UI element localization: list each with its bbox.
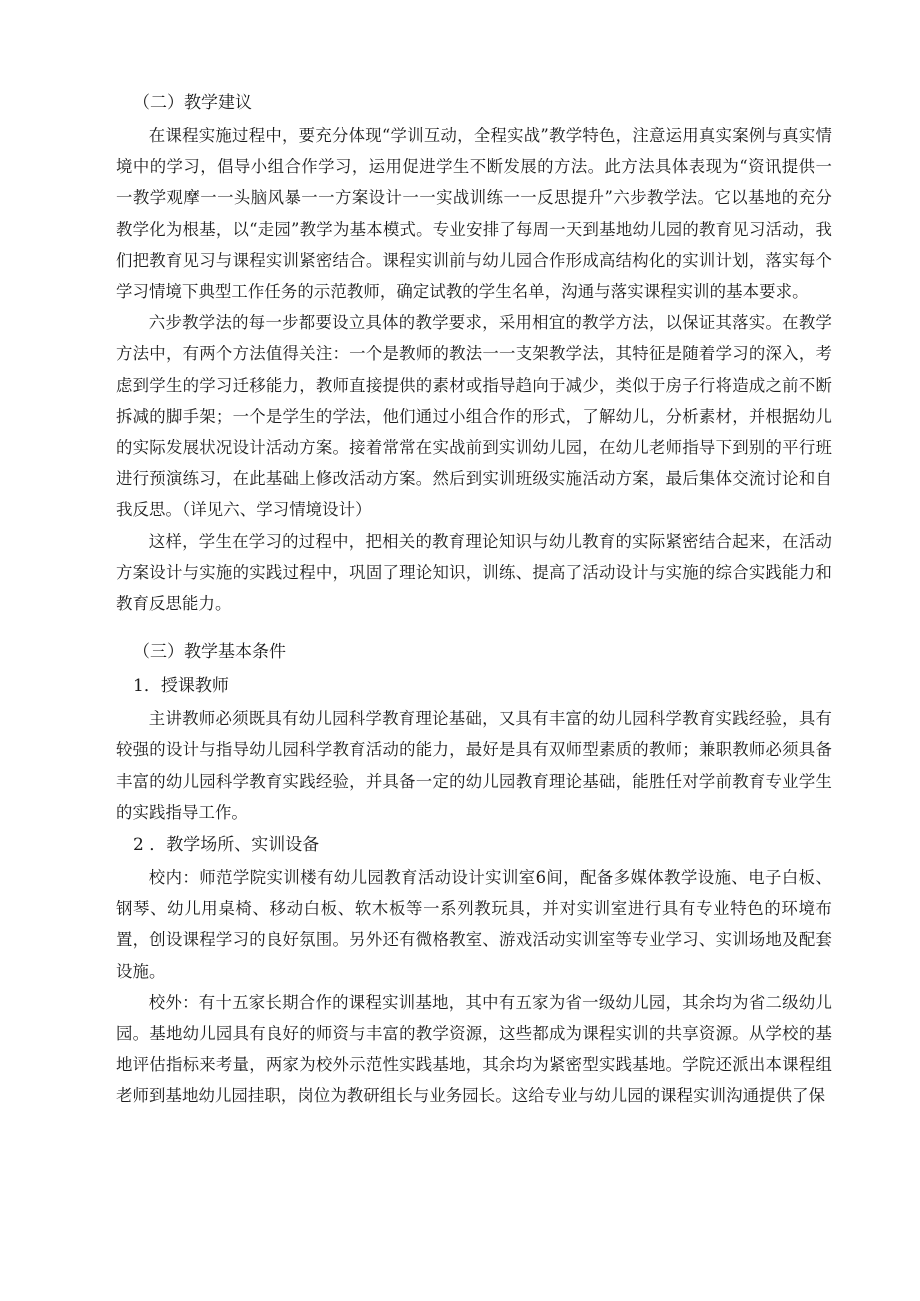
section-gap [116,619,832,633]
section-heading-teaching-advice: （二）教学建议 [133,93,252,113]
paragraph-venues-offcampus: 校外：有十五家长期合作的课程实训基地，其中有五家为省一级幼儿园，其余均为省二级幼儿园。基地幼儿园具有良好的师资与丰富的教学资源，这些都成为课程实训的共享资源。从学校的基地评估指标来考量，两家为校外示范性实践基地，其余均为紧密型实践基地。学院还派出本课程组老师到基地幼儿园挂职，岗位为教研组长与业务园长。这给专业与幼儿园的课程实训沟通提供了保 [116,992,832,1106]
paragraph-teaching-advice-1: 在课程实施过程中，要充分体现“学训互动，全程实战”教学特色，注意运用真实案例与真实情境中的学习，倡导小组合作学习，运用促进学生不断发展的方法。此方法具体表现为“资讯提供一一教学观摩一一头脑风暴一一方案设计一一实战训练一一反思提升”六步教学法。它以基地的充分教学化为根基，以“走园”教学为基本模式。专业安排了每周一天到基地幼儿园的教育见习活动，我们把教育见习与课程实训紧密结合。课程实训前与幼儿园合作形成高结构化的实训计划，落实每个学习情境下典型工作任务的示范教师，确定试教的学生名单，沟通与落实课程实训的基本要求。 [116,126,832,302]
subheading-venues: 2 ．教学场所、实训设备 [133,835,320,856]
paragraph-teachers: 主讲教师必须既具有幼儿园科学教育理论基础，又具有丰富的幼儿园科学教育实践经验，具有较强的设计与指导幼儿园科学教育活动的能力，最好是具有双师型素质的教师；兼职教师必须具备丰富的幼儿园科学教育实践经验，并具备一定的幼儿园教育理论基础，能胜任对学前教育专业学生的实践指导工作。 [116,709,832,822]
document-page [116,86,832,1112]
paragraph-teaching-advice-2: 六步教学法的每一步都要设立具体的教学要求，采用相宜的教学方法，以保证其落实。在教学方法中，有两个方法值得关注：一个是教师的教法一一支架教学法，其特征是随着学习的深入，考虑到学生的学习迁移能力，教师直接提供的素材或指导趋向于减少，类似于房子行将造成之前不断拆减的脚手架；一个是学生的学法，他们通过小组合作的形式，了解幼儿，分析素材，并根据幼儿的实际发展状况设计活动方案。接着常常在实战前到实训幼儿园，在幼儿老师指导下到别的平行班进行预演练习，在此基础上修改活动方案。然后到实训班级实施活动方案，最后集体交流讨论和自我反思。（详见六、学习情境设计） [116,313,832,520]
section-heading-basic-conditions: （三）教学基本条件 [133,642,286,663]
subheading-teachers: 1．授课教师 [133,676,229,697]
paragraph-venues-campus: 校内：师范学院实训楼有幼儿园教育活动设计实训室6间，配备多媒体教学设施、电子白板、钢琴、幼儿用桌椅、移动白板、软木板等一系列教玩具，并对实训室进行具有专业特色的环境布置，创设课程学习的良好氛围。另外还有微格教室、游戏活动实训室等专业学习、实训场地及配套设施。 [116,868,832,981]
paragraph-teaching-advice-3: 这样，学生在学习的过程中，把相关的教育理论知识与幼儿教育的实际紧密结合起来，在活动方案设计与实施的实践过程中，巩固了理论知识，训练、提高了活动设计与实施的综合实践能力和教育反思能力。 [116,531,832,614]
